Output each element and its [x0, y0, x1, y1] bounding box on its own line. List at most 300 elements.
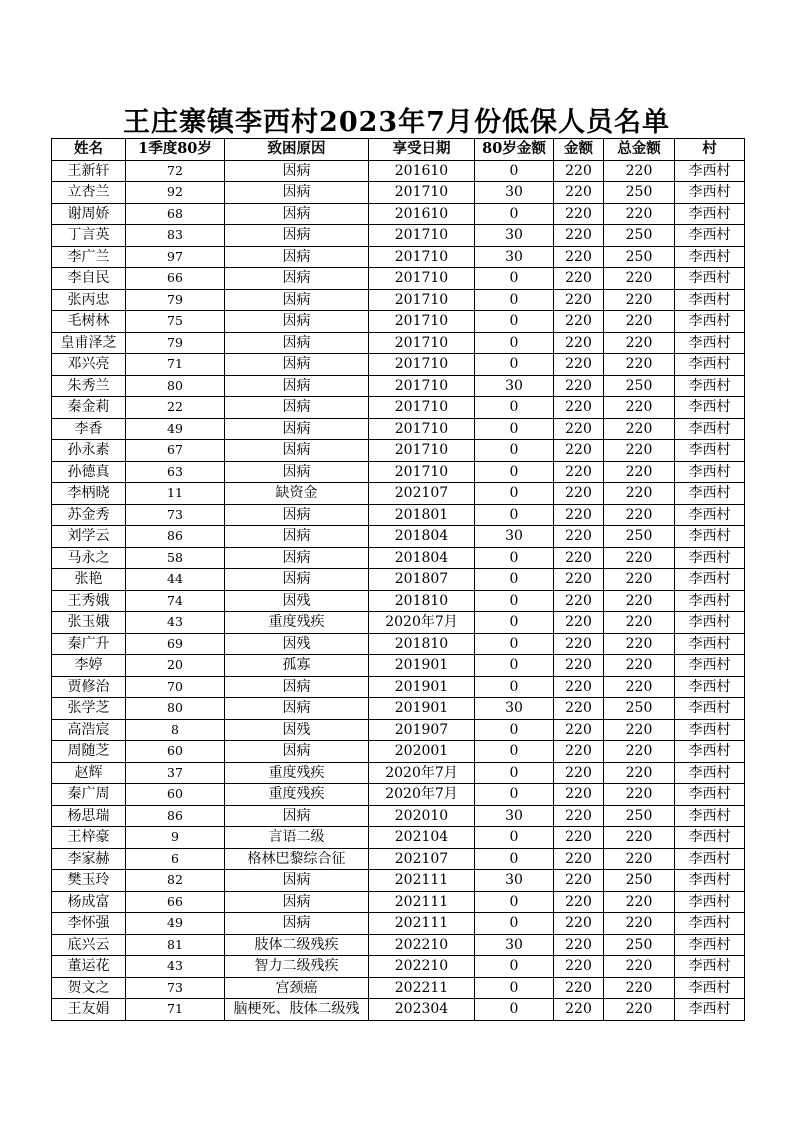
reason-cell: 因残 [225, 719, 369, 741]
start-date-cell: 202104 [369, 827, 475, 849]
total-cell: 220 [604, 848, 675, 870]
reason-cell: 因病 [225, 182, 369, 204]
amount-cell: 220 [554, 182, 604, 204]
total-cell: 220 [604, 160, 675, 182]
start-date-cell: 201907 [369, 719, 475, 741]
village-cell: 李西村 [675, 203, 745, 225]
village-cell: 李西村 [675, 805, 745, 827]
table-row [52, 934, 745, 956]
table-row [52, 289, 745, 311]
village-cell: 李西村 [675, 225, 745, 247]
start-date-cell: 202111 [369, 891, 475, 913]
reason-cell: 因病 [225, 569, 369, 591]
name-cell: 李柄晓 [52, 483, 126, 505]
start-date-cell: 201901 [369, 655, 475, 677]
name-cell: 邓兴亮 [52, 354, 126, 376]
name-cell: 刘学云 [52, 526, 126, 548]
village-cell: 李西村 [675, 311, 745, 333]
reason-cell: 因病 [225, 547, 369, 569]
header-row [52, 139, 745, 161]
total-cell: 220 [604, 289, 675, 311]
reason-cell: 因病 [225, 332, 369, 354]
start-date-cell: 201710 [369, 461, 475, 483]
reason-cell: 重度残疾 [225, 762, 369, 784]
age-cell: 75 [126, 311, 225, 333]
age-cell: 6 [126, 848, 225, 870]
amount-cell: 220 [554, 977, 604, 999]
amount-cell: 220 [554, 827, 604, 849]
elderly-amount-cell: 0 [475, 289, 554, 311]
elderly-amount-cell: 0 [475, 719, 554, 741]
reason-cell: 因病 [225, 225, 369, 247]
table-row [52, 354, 745, 376]
total-cell: 220 [604, 440, 675, 462]
age-cell: 82 [126, 870, 225, 892]
start-date-cell: 201710 [369, 311, 475, 333]
name-cell: 秦金莉 [52, 397, 126, 419]
start-date-cell: 201801 [369, 504, 475, 526]
elderly-amount-cell: 0 [475, 956, 554, 978]
start-date-cell: 2020年7月 [369, 762, 475, 784]
village-cell: 李西村 [675, 719, 745, 741]
elderly-amount-cell: 0 [475, 504, 554, 526]
table-row [52, 246, 745, 268]
amount-cell: 220 [554, 160, 604, 182]
reason-cell: 因病 [225, 246, 369, 268]
total-cell: 220 [604, 418, 675, 440]
elderly-amount-cell: 0 [475, 633, 554, 655]
village-cell: 李西村 [675, 612, 745, 634]
table-row [52, 827, 745, 849]
age-cell: 86 [126, 526, 225, 548]
elderly-amount-cell: 30 [475, 246, 554, 268]
start-date-cell: 202210 [369, 956, 475, 978]
start-date-cell: 201710 [369, 246, 475, 268]
col-header-age: 1季度80岁 [126, 139, 225, 161]
start-date-cell: 201710 [369, 182, 475, 204]
amount-cell: 220 [554, 354, 604, 376]
table-row [52, 440, 745, 462]
amount-cell: 220 [554, 590, 604, 612]
village-cell: 李西村 [675, 762, 745, 784]
table-row [52, 870, 745, 892]
village-cell: 李西村 [675, 418, 745, 440]
amount-cell: 220 [554, 268, 604, 290]
amount-cell: 220 [554, 504, 604, 526]
village-cell: 李西村 [675, 913, 745, 935]
age-cell: 11 [126, 483, 225, 505]
start-date-cell: 2020年7月 [369, 784, 475, 806]
elderly-amount-cell: 0 [475, 655, 554, 677]
reason-cell: 因病 [225, 526, 369, 548]
table-row [52, 977, 745, 999]
name-cell: 李婷 [52, 655, 126, 677]
amount-cell: 220 [554, 741, 604, 763]
age-cell: 74 [126, 590, 225, 612]
elderly-amount-cell: 0 [475, 676, 554, 698]
start-date-cell: 201810 [369, 633, 475, 655]
age-cell: 68 [126, 203, 225, 225]
name-cell: 谢周娇 [52, 203, 126, 225]
elderly-amount-cell: 0 [475, 741, 554, 763]
name-cell: 赵辉 [52, 762, 126, 784]
reason-cell: 因病 [225, 289, 369, 311]
table-row [52, 655, 745, 677]
total-cell: 220 [604, 612, 675, 634]
village-cell: 李西村 [675, 375, 745, 397]
elderly-amount-cell: 0 [475, 999, 554, 1021]
elderly-amount-cell: 0 [475, 461, 554, 483]
table-row [52, 698, 745, 720]
table-row [52, 719, 745, 741]
reason-cell: 孤寡 [225, 655, 369, 677]
table-row [52, 676, 745, 698]
name-cell: 杨成富 [52, 891, 126, 913]
name-cell: 毛树林 [52, 311, 126, 333]
elderly-amount-cell: 0 [475, 827, 554, 849]
start-date-cell: 202211 [369, 977, 475, 999]
table-row [52, 182, 745, 204]
village-cell: 李西村 [675, 397, 745, 419]
reason-cell: 肢体二级残疾 [225, 934, 369, 956]
village-cell: 李西村 [675, 977, 745, 999]
table-row [52, 956, 745, 978]
start-date-cell: 201810 [369, 590, 475, 612]
name-cell: 王新轩 [52, 160, 126, 182]
name-cell: 张玉娥 [52, 612, 126, 634]
amount-cell: 220 [554, 999, 604, 1021]
start-date-cell: 201710 [369, 225, 475, 247]
total-cell: 250 [604, 526, 675, 548]
start-date-cell: 202304 [369, 999, 475, 1021]
total-cell: 220 [604, 590, 675, 612]
village-cell: 李西村 [675, 440, 745, 462]
name-cell: 底兴云 [52, 934, 126, 956]
total-cell: 220 [604, 268, 675, 290]
table-row [52, 504, 745, 526]
amount-cell: 220 [554, 526, 604, 548]
elderly-amount-cell: 0 [475, 203, 554, 225]
reason-cell: 因病 [225, 203, 369, 225]
elderly-amount-cell: 0 [475, 848, 554, 870]
elderly-amount-cell: 30 [475, 934, 554, 956]
age-cell: 66 [126, 268, 225, 290]
name-cell: 丁言英 [52, 225, 126, 247]
name-cell: 李广兰 [52, 246, 126, 268]
elderly-amount-cell: 0 [475, 440, 554, 462]
total-cell: 220 [604, 461, 675, 483]
start-date-cell: 202107 [369, 848, 475, 870]
reason-cell: 因病 [225, 741, 369, 763]
age-cell: 67 [126, 440, 225, 462]
start-date-cell: 202111 [369, 870, 475, 892]
amount-cell: 220 [554, 311, 604, 333]
amount-cell: 220 [554, 719, 604, 741]
start-date-cell: 201804 [369, 547, 475, 569]
total-cell: 220 [604, 741, 675, 763]
age-cell: 80 [126, 375, 225, 397]
table-row [52, 547, 745, 569]
name-cell: 秦广周 [52, 784, 126, 806]
village-cell: 李西村 [675, 547, 745, 569]
total-cell: 220 [604, 397, 675, 419]
village-cell: 李西村 [675, 870, 745, 892]
village-cell: 李西村 [675, 827, 745, 849]
name-cell: 贺文之 [52, 977, 126, 999]
elderly-amount-cell: 0 [475, 547, 554, 569]
reason-cell: 言语二级 [225, 827, 369, 849]
reason-cell: 因病 [225, 698, 369, 720]
reason-cell: 因病 [225, 268, 369, 290]
table-row [52, 526, 745, 548]
name-cell: 立杏兰 [52, 182, 126, 204]
elderly-amount-cell: 30 [475, 375, 554, 397]
reason-cell: 重度残疾 [225, 784, 369, 806]
elderly-amount-cell: 30 [475, 526, 554, 548]
age-cell: 44 [126, 569, 225, 591]
elderly-amount-cell: 0 [475, 418, 554, 440]
table-row [52, 590, 745, 612]
reason-cell: 因残 [225, 633, 369, 655]
col-header-village: 村 [675, 139, 745, 161]
elderly-amount-cell: 30 [475, 870, 554, 892]
village-cell: 李西村 [675, 698, 745, 720]
start-date-cell: 201610 [369, 203, 475, 225]
elderly-amount-cell: 0 [475, 397, 554, 419]
name-cell: 张丙忠 [52, 289, 126, 311]
table-row [52, 160, 745, 182]
amount-cell: 220 [554, 375, 604, 397]
total-cell: 220 [604, 784, 675, 806]
start-date-cell: 201901 [369, 676, 475, 698]
village-cell: 李西村 [675, 590, 745, 612]
elderly-amount-cell: 0 [475, 612, 554, 634]
age-cell: 73 [126, 977, 225, 999]
elderly-amount-cell: 30 [475, 182, 554, 204]
age-cell: 86 [126, 805, 225, 827]
amount-cell: 220 [554, 698, 604, 720]
reason-cell: 宫颈癌 [225, 977, 369, 999]
start-date-cell: 202111 [369, 913, 475, 935]
amount-cell: 220 [554, 332, 604, 354]
name-cell: 苏金秀 [52, 504, 126, 526]
table-row [52, 225, 745, 247]
start-date-cell: 201710 [369, 418, 475, 440]
amount-cell: 220 [554, 397, 604, 419]
amount-cell: 220 [554, 547, 604, 569]
total-cell: 220 [604, 719, 675, 741]
village-cell: 李西村 [675, 633, 745, 655]
village-cell: 李西村 [675, 289, 745, 311]
amount-cell: 220 [554, 461, 604, 483]
name-cell: 李怀强 [52, 913, 126, 935]
table-row [52, 633, 745, 655]
name-cell: 张学芝 [52, 698, 126, 720]
age-cell: 69 [126, 633, 225, 655]
table-row [52, 569, 745, 591]
name-cell: 秦广升 [52, 633, 126, 655]
reason-cell: 格林巴黎综合征 [225, 848, 369, 870]
age-cell: 63 [126, 461, 225, 483]
start-date-cell: 201610 [369, 160, 475, 182]
recipient-table [51, 138, 745, 1021]
reason-cell: 因病 [225, 805, 369, 827]
start-date-cell: 2020年7月 [369, 612, 475, 634]
start-date-cell: 201710 [369, 354, 475, 376]
amount-cell: 220 [554, 870, 604, 892]
start-date-cell: 202001 [369, 741, 475, 763]
table-row [52, 999, 745, 1021]
total-cell: 220 [604, 956, 675, 978]
age-cell: 49 [126, 418, 225, 440]
village-cell: 李西村 [675, 999, 745, 1021]
reason-cell: 重度残疾 [225, 612, 369, 634]
table-row [52, 891, 745, 913]
col-header-start-date: 享受日期 [369, 139, 475, 161]
table-row [52, 741, 745, 763]
reason-cell: 因残 [225, 590, 369, 612]
age-cell: 92 [126, 182, 225, 204]
table-row [52, 375, 745, 397]
amount-cell: 220 [554, 848, 604, 870]
reason-cell: 因病 [225, 160, 369, 182]
start-date-cell: 202210 [369, 934, 475, 956]
village-cell: 李西村 [675, 676, 745, 698]
table-row [52, 913, 745, 935]
elderly-amount-cell: 0 [475, 160, 554, 182]
name-cell: 杨思瑞 [52, 805, 126, 827]
village-cell: 李西村 [675, 655, 745, 677]
age-cell: 22 [126, 397, 225, 419]
total-cell: 250 [604, 182, 675, 204]
table-row [52, 268, 745, 290]
name-cell: 孙德真 [52, 461, 126, 483]
age-cell: 43 [126, 612, 225, 634]
reason-cell: 因病 [225, 397, 369, 419]
name-cell: 李自民 [52, 268, 126, 290]
age-cell: 49 [126, 913, 225, 935]
reason-cell: 因病 [225, 504, 369, 526]
total-cell: 220 [604, 311, 675, 333]
table-row [52, 203, 745, 225]
age-cell: 83 [126, 225, 225, 247]
total-cell: 220 [604, 354, 675, 376]
start-date-cell: 201901 [369, 698, 475, 720]
amount-cell: 220 [554, 440, 604, 462]
amount-cell: 220 [554, 246, 604, 268]
total-cell: 250 [604, 805, 675, 827]
amount-cell: 220 [554, 569, 604, 591]
reason-cell: 因病 [225, 891, 369, 913]
amount-cell: 220 [554, 762, 604, 784]
amount-cell: 220 [554, 913, 604, 935]
age-cell: 8 [126, 719, 225, 741]
total-cell: 220 [604, 504, 675, 526]
age-cell: 58 [126, 547, 225, 569]
elderly-amount-cell: 0 [475, 569, 554, 591]
amount-cell: 220 [554, 805, 604, 827]
age-cell: 70 [126, 676, 225, 698]
start-date-cell: 202010 [369, 805, 475, 827]
total-cell: 220 [604, 547, 675, 569]
table-row [52, 311, 745, 333]
table-row [52, 483, 745, 505]
name-cell: 董运花 [52, 956, 126, 978]
name-cell: 李家赫 [52, 848, 126, 870]
village-cell: 李西村 [675, 504, 745, 526]
village-cell: 李西村 [675, 741, 745, 763]
table-row [52, 784, 745, 806]
village-cell: 李西村 [675, 956, 745, 978]
total-cell: 220 [604, 569, 675, 591]
start-date-cell: 201710 [369, 289, 475, 311]
age-cell: 37 [126, 762, 225, 784]
total-cell: 220 [604, 827, 675, 849]
col-header-name: 姓名 [52, 139, 126, 161]
start-date-cell: 201710 [369, 332, 475, 354]
amount-cell: 220 [554, 483, 604, 505]
total-cell: 220 [604, 332, 675, 354]
start-date-cell: 201710 [369, 440, 475, 462]
reason-cell: 缺资金 [225, 483, 369, 505]
col-header-reason: 致困原因 [225, 139, 369, 161]
age-cell: 71 [126, 354, 225, 376]
total-cell: 220 [604, 655, 675, 677]
reason-cell: 因病 [225, 870, 369, 892]
village-cell: 李西村 [675, 784, 745, 806]
reason-cell: 脑梗死、肢体二级残 [225, 999, 369, 1021]
amount-cell: 220 [554, 784, 604, 806]
elderly-amount-cell: 0 [475, 913, 554, 935]
table-row [52, 762, 745, 784]
age-cell: 81 [126, 934, 225, 956]
elderly-amount-cell: 30 [475, 698, 554, 720]
reason-cell: 智力二级残疾 [225, 956, 369, 978]
start-date-cell: 201804 [369, 526, 475, 548]
reason-cell: 因病 [225, 311, 369, 333]
amount-cell: 220 [554, 891, 604, 913]
total-cell: 220 [604, 203, 675, 225]
name-cell: 朱秀兰 [52, 375, 126, 397]
table-row [52, 805, 745, 827]
name-cell: 李香 [52, 418, 126, 440]
reason-cell: 因病 [225, 913, 369, 935]
age-cell: 79 [126, 332, 225, 354]
name-cell: 张艳 [52, 569, 126, 591]
reason-cell: 因病 [225, 440, 369, 462]
name-cell: 樊玉玲 [52, 870, 126, 892]
start-date-cell: 201710 [369, 397, 475, 419]
start-date-cell: 201807 [369, 569, 475, 591]
page-title: 王庄寨镇李西村2023年7月份低保人员名单 [123, 107, 670, 138]
elderly-amount-cell: 0 [475, 891, 554, 913]
elderly-amount-cell: 0 [475, 311, 554, 333]
reason-cell: 因病 [225, 676, 369, 698]
reason-cell: 因病 [225, 418, 369, 440]
amount-cell: 220 [554, 934, 604, 956]
elderly-amount-cell: 0 [475, 977, 554, 999]
total-cell: 220 [604, 977, 675, 999]
age-cell: 43 [126, 956, 225, 978]
name-cell: 王秀娥 [52, 590, 126, 612]
village-cell: 李西村 [675, 182, 745, 204]
age-cell: 97 [126, 246, 225, 268]
age-cell: 79 [126, 289, 225, 311]
name-cell: 高浩宸 [52, 719, 126, 741]
village-cell: 李西村 [675, 891, 745, 913]
col-header-total: 总金额 [604, 139, 675, 161]
elderly-amount-cell: 0 [475, 762, 554, 784]
